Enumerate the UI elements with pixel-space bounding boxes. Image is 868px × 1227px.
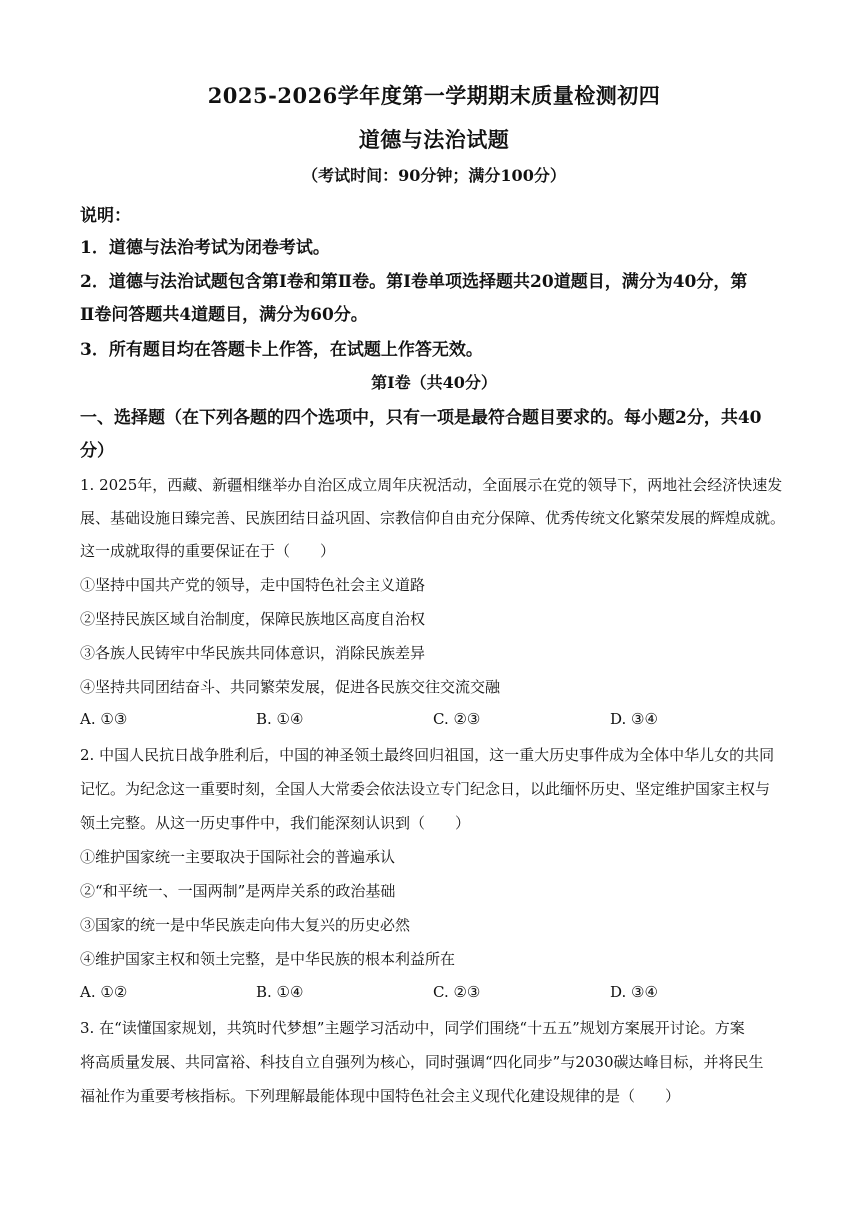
exam-title: 2025-2026学年度第一学期期末质量检测初四 bbox=[207, 83, 661, 108]
question-2-stem-line-2: 记忆。为纪念这一重要时刻，全国人大常委会依法设立专门纪念日，以此缅怀历史、坚定维护国家主权与 bbox=[80, 780, 771, 798]
question-2-statement-2: ②“和平统一、一国两制”是两岸关系的政治基础 bbox=[80, 882, 396, 900]
question-3-stem-line-2: 将高质量发展、共同富裕、科技自立自强列为核心，同时强调“四化同步”与2030碳达峰目标，并将民生 bbox=[80, 1053, 764, 1071]
question-1-option-d: D. ③④ bbox=[610, 710, 658, 728]
question-1-stem-line-3: 这一成就取得的重要保证在于（ ） bbox=[80, 542, 336, 560]
instruction-item-3: 3．所有题目均在答题卡上作答，在试题上作答无效。 bbox=[80, 340, 483, 360]
question-1-statement-3: ③各族人民铸牢中华民族共同体意识，消除民族差异 bbox=[80, 644, 426, 662]
question-2-stem-line-1: 2. 中国人民抗日战争胜利后，中国的神圣领土最终回归祖国，这一重大历史事件成为全体中华儿女的共同 bbox=[80, 746, 775, 764]
instruction-item-1: 1．道德与法治考试为闭卷考试。 bbox=[80, 238, 330, 258]
question-2-option-b: B. ①④ bbox=[256, 983, 304, 1001]
question-2-option-a: A. ①② bbox=[80, 983, 128, 1001]
question-2-statement-1: ①维护国家统一主要取决于国际社会的普遍承认 bbox=[80, 848, 396, 866]
section-title: 第Ⅰ卷（共40分） bbox=[371, 373, 497, 392]
question-2-statement-3: ③国家的统一是中华民族走向伟大复兴的历史必然 bbox=[80, 916, 411, 934]
question-2-stem-line-3: 领土完整。从这一历史事件中，我们能深刻认识到（ ） bbox=[80, 814, 471, 832]
question-1-option-c: C. ②③ bbox=[433, 710, 481, 728]
question-2-statement-4: ④维护国家主权和领土完整，是中华民族的根本利益所在 bbox=[80, 950, 456, 968]
question-2-option-d: D. ③④ bbox=[610, 983, 658, 1001]
question-1-stem-line-2: 展、基础设施日臻完善、民族团结日益巩固、宗教信仰自由充分保障、优秀传统文化繁荣发展的辉煌成就。 bbox=[80, 509, 786, 527]
section-description-line-2: 分） bbox=[80, 441, 114, 461]
instruction-item-2-line-1: 2．道德与法治试题包含第Ⅰ卷和第Ⅱ卷。第Ⅰ卷单项选择题共20道题目，满分为40分，第 bbox=[80, 272, 748, 292]
subject-title: 道德与法治试题 bbox=[358, 127, 510, 152]
instruction-item-2-line-2: Ⅱ卷问答题共4道题目，满分为60分。 bbox=[80, 305, 368, 325]
instructions-heading: 说明： bbox=[80, 206, 131, 226]
question-3-stem-line-1: 3. 在“读懂国家规划，共筑时代梦想”主题学习活动中，同学们围绕“十五五”规划方案展开讨论。方案 bbox=[80, 1019, 745, 1037]
section-description-line-1: 一、选择题（在下列各题的四个选项中，只有一项是最符合题目要求的。每小题2分，共40 bbox=[80, 408, 762, 428]
question-1-statement-2: ②坚持民族区域自治制度，保障民族地区高度自治权 bbox=[80, 610, 426, 628]
question-1-statement-1: ①坚持中国共产党的领导，走中国特色社会主义道路 bbox=[80, 576, 426, 594]
question-3-stem-line-3: 福祉作为重要考核指标。下列理解最能体现中国特色社会主义现代化建设规律的是（ ） bbox=[80, 1087, 681, 1105]
question-1-statement-4: ④坚持共同团结奋斗、共同繁荣发展，促进各民族交往交流交融 bbox=[80, 678, 501, 696]
question-1-option-a: A. ①③ bbox=[80, 710, 128, 728]
question-1-stem-line-1: 1. 2025年，西藏、新疆相继举办自治区成立周年庆祝活动，全面展示在党的领导下，两地社会经济快速发 bbox=[80, 476, 783, 494]
question-1-option-b: B. ①④ bbox=[256, 710, 304, 728]
question-2-option-c: C. ②③ bbox=[433, 983, 481, 1001]
exam-info: （考试时间：90分钟；满分100分） bbox=[302, 166, 566, 185]
